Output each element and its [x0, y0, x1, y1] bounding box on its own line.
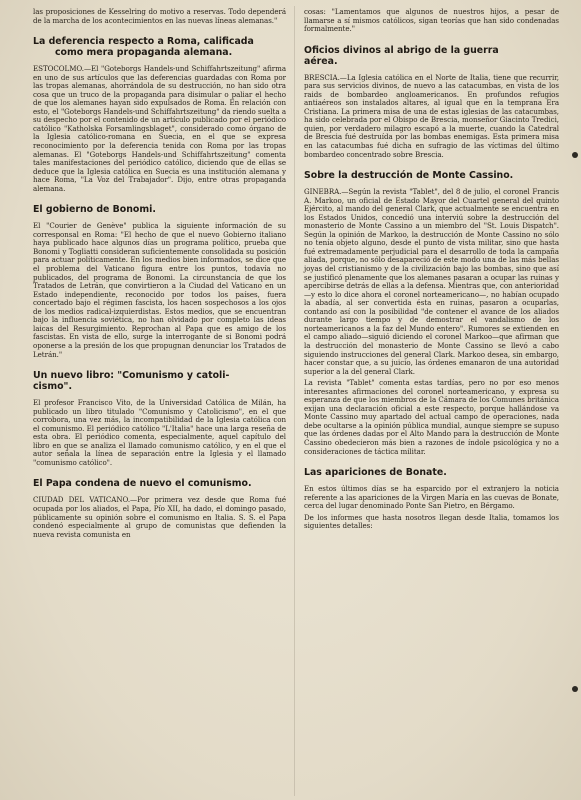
article-monte-cassino: GINEBRA.—Según la revista "Tablet", del 8 de julio, el coronel Francis A. Markoo, un oficial de Estado Mayor del Cuartel general del quinto Ejército, al mando del general Clark, que actualmente se encuentra en los Estados Unidos, concedió una interviú sobre la destrucción del monasterio de Monte Cassino a un miembro del "St. Louis Dispatch". Según la opinión de Markoo, la destrucción de Monte Cassino no sólo no tenía objeto alguno, desde el punto de vista militar, sino que hasta fué extremadamente perjudicial para el desarrollo de toda la campaña aliada, porque, no sólo desapareció de este modo una de las más bellas joyas del cristianismo y de la civilización bajo las bombas, sino que así se justificó plenamente que los alemanes pasaran a ocupar las ruinas y apercibirse detrás de ellas a la defensa. Mientras que, con anterioridad—y esto lo dice ahora el coronel norteamericano—, no habían ocupado la abadía, al ser convertida ésta en ruinas, pasaron a ocuparlas, contando así con la posibilidad "de contener el avance de los aliados durante largo tiempo y de demostrar el vandalismo de los norteamericanos a la faz del Mundo entero". Rumores se extienden en el campo aliado—siguió diciendo el coronel Markoo—que afirman que la destrucción del monasterio de Monte Cassino se llevó a cabo siguiendo instrucciones del general Clark. Markoo desea, sin embargo, hacer constar que, a su juicio, las órdenes emanaron de una autoridad superior a la del general Clark. [304, 187, 559, 376]
article-monte-cassino-tablet: La revista "Tablet" comenta estas tardías, pero no por eso menos interesantes afirmaciones del coronel norteamericano, y expresa su esperanza de que los miembros de la Cámara de los Comunes británica exijan una declaración oficial a este respecto, porque hallándose va Monte Cassino muy apartado del actual campo de operaciones, nada debe ocultarse a la opinión pública mundial, aunque siempre se supuso que las órdenes dadas por el Alto Mando para la destrucción de Monte Cassino obedecieron más bien a razones de índole psicológica y no a consideraciones de táctica militar. [304, 378, 559, 456]
heading-nuevo-libro: Un nuevo libro: "Comunismo y catoli- cismo". [33, 370, 230, 393]
binder-hole-top [572, 152, 578, 158]
right-intro-text: cosas: "Lamentamos que algunos de nuestros hijos, a pesar de llamarse a sí mismos católicos, sigan teorías que han sido condenadas formalmente." [304, 7, 559, 34]
heading-gobierno-bonomi: El gobierno de Bonomi. [33, 204, 156, 216]
article-papa-comunismo: CIUDAD DEL VATICANO.—Por primera vez desde que Roma fué ocupada por los aliados, el Papa, Pío XII, ha dado, el domingo pasado, públicamente su opinión sobre el comunismo en Italia. S. S. el Papa condenó especialmente al grupo de comunistas que defienden la nueva revista comunista en [33, 495, 286, 539]
heading-papa-comunismo: El Papa condena de nuevo el comunismo. [33, 478, 252, 490]
binder-hole-bottom [572, 686, 578, 692]
heading-monte-cassino: Sobre la destrucción de Monte Cassino. [304, 170, 514, 182]
right-column [304, 8, 559, 534]
article-gobierno-bonomi: El "Courier de Genève" publica la siguiente información de su corresponsal en Roma: "El hecho de que el nuevo Gobierno italiano haya publicado hace algunos días un programa político, prueba que Bonomi y Togliatti consideran suficientemente consolidada su posición para actuar políticamente. En los medios bien informados, se dice que el problema del Vaticano figura entre los puntos, todavía no publicados, del programa de Bonomi. La circunstancia de que los Tratados de Letrán, que convirtieron a la Ciudad del Vaticano en un Estado independiente, reconocido por todos los países, fuera concertado bajo el régimen fascista, los hacen sospechosos a los ojos de los medios radical-izquierdistas. Estos medios, que se encuentran bajo la influencia soviética, no han olvidado por completo las ideas laicas del Resurgimiento. Reprochan al Papa que es amigo de los fascistas. En vista de ello, surge la interrogante de si Bonomi podrá oponerse a la presión de los que propugnan denunciar los Tratados de Letrán." [33, 221, 286, 359]
heading-deferencia-roma: La deferencia respecto a Roma, calificada como mera propaganda alemana. [33, 36, 254, 59]
article-apariciones-informes: De los informes que hasta nosotros llegan desde Italia, tomamos los siguientes detalles: [304, 512, 559, 531]
article-deferencia-roma: ESTOCOLMO.—El "Goteborgs Handels-und Schiffahrtszeitung" afirma en uno de sus artículos que las deferencias guardadas con Roma por las tropas alemanas, ahorrándola de su destrucción, no han sido otra cosa que un truco de la propaganda para disimular o paliar el hecho de que los alemanes hayan sido expulsados de Roma. En relación con esto, el "Goteborgs Handels-und Schiffahrtszeitung" da riendo suelta a su despecho por el contenido de un artículo publicado por el periódico católico "Katholska Forsamlingsblaget", considerado como órgano de la Iglesia católico-romana en Suecia, en el que se expresa reconocimiento por la deferencia tenida con Roma por las tropas alemanas. El "Goteborgs Handels-und Schiffahrtszeitung" comenta tales manifestaciones del periódico católico, diciendo que de ellas se deduce que la Iglesia católica en Suecia es una institución alemana y hace Roma, "La Voz del Trabajador". Dijo, entre otras propaganda alemana. [33, 64, 286, 193]
column-divider [294, 6, 295, 796]
heading-oficios-divinos: Oficios divinos al abrigo de la guerra aérea. [304, 44, 499, 67]
left-column [33, 8, 286, 542]
article-nuevo-libro: El profesor Francisco Vito, de la Universidad Católica de Milán, ha publicado un libro titulado "Comunismo y Catolicismo", en el que corrobora, una vez más, la incompatibilidad de la Iglesia católica con el comunismo. El periódico católico "L'Italia" hace una larga reseña de esta obra. El periódico comenta, especialmente, aquel capítulo del libro en que se analiza el llamado comunismo católico, y en el que el autor señala la línea de separación entre la Iglesia y el llamado "comunismo católico". [33, 398, 286, 467]
left-intro-text: las proposiciones de Kesselring do motivo a reservas. Todo dependerá de la marcha de los acontecimientos en las nuevas líneas alemanas." [33, 7, 286, 25]
heading-apariciones-bonate: Las apariciones de Bonate. [304, 467, 447, 479]
article-oficios-divinos: BRESCIA.—La Iglesia católica en el Norte de Italia, tiene que recurrir, para sus servicios divinos, de nuevo a las catacumbas, en vista de los raids de bombardeo angloamericanos. En profundos refugios antiaéreos son instalados altares, al igual que en la temprana Era Cristiana. La primera misa de una de estas iglesias de las catacumbas, ha sido celebrada por el Obispo de Brescia, monseñor Giacinto Tredici, quien, por verdadero milagro escapó a la muerte, cuando la Catedral de Brescia fué destruída por las bombas enemigas. Esta primera misa en las catacumbas fué dicha en sufragio de las víctimas del último bombardeo concentrado sobre Brescia. [304, 72, 559, 159]
article-apariciones-bonate: En estos últimos días se ha esparcido por el extranjero la noticia referente a las apariciones de la Virgen María en las cuevas de Bonate, cerca del lugar denominado Ponte San Pietro, en Bérgamo. [304, 484, 559, 511]
